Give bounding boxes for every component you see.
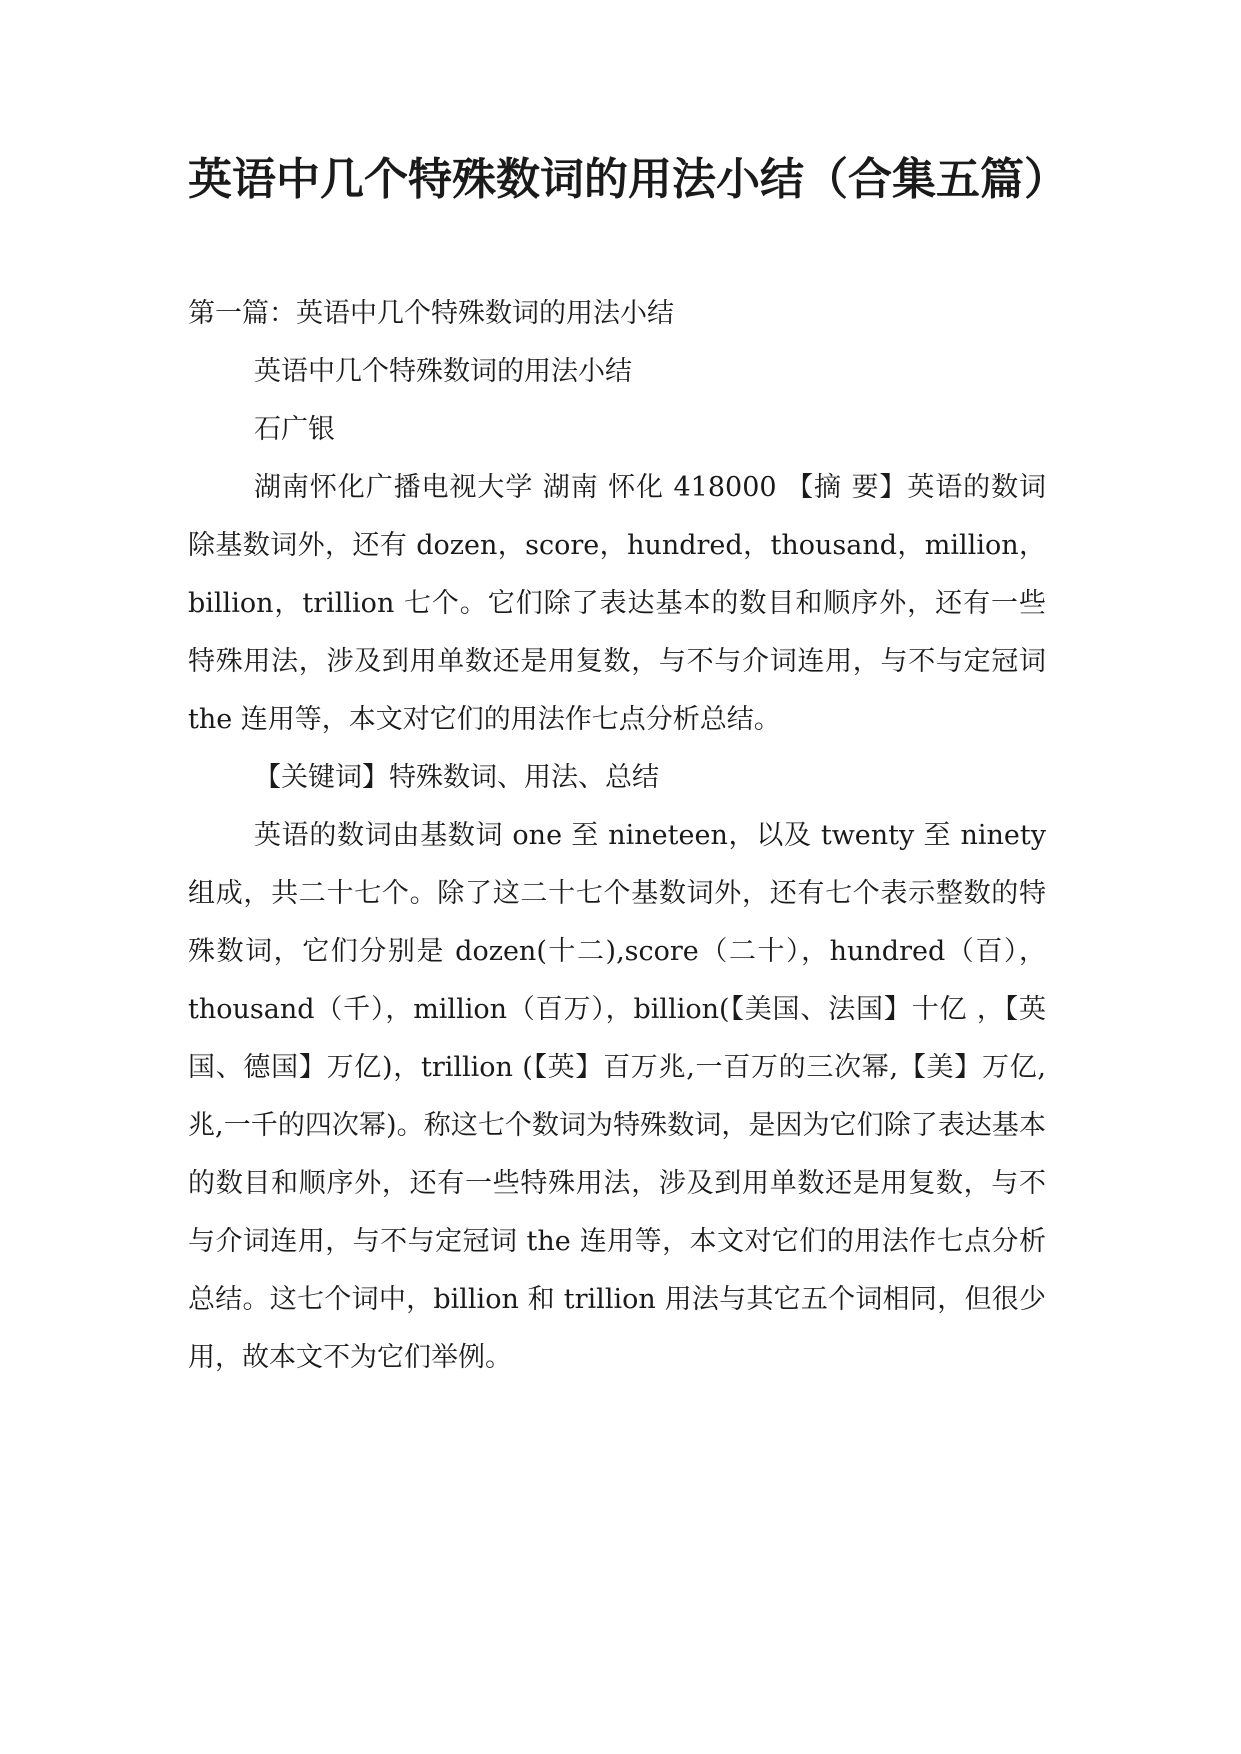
keywords-line: 【关键词】特殊数词、用法、总结 <box>254 762 659 793</box>
document-title: 英语中几个特殊数词的用法小结（合集五篇） <box>188 154 1068 205</box>
article-title: 英语中几个特殊数词的用法小结 <box>254 356 632 387</box>
body-paragraph: 英语的数词由基数词 one 至 nineteen，以及 twenty 至 ninety 组成，共二十七个。除了这二十七个基数词外，还有七个表示整数的特殊数词，它们分别是 dozen(十二),score（二十），hundred（百），thousand（千），million（百万），billion(【美国、法国】十亿 ，【英国、德国】万亿)，trillion (【英】百万兆,一百万的三次幂,【美】万亿,兆,一千的四次幂)。称这七个数词为特殊数词，是因为它们除了表达基本的数目和顺序外，还有一些特殊用法，涉及到用单数还是用复数，与不与介词连用，与不与定冠词 the 连用等，本文对它们的用法作七点分析总结。这七个词中，billion 和 trillion 用法与其它五个词相同，但很少用，故本文不为它们举例。 <box>188 820 1046 1373</box>
section-heading: 第一篇：英语中几个特殊数词的用法小结 <box>188 298 674 329</box>
document-body <box>188 285 1046 1387</box>
author-name: 石广银 <box>254 414 335 445</box>
affiliation-abstract-paragraph: 湖南怀化广播电视大学 湖南 怀化 418000 【摘 要】英语的数词除基数词外，还有 dozen，score，hundred，thousand，million，billion，trillion 七个。它们除了表达基本的数目和顺序外，还有一些特殊用法，涉及到用单数还是用复数，与不与介词连用，与不与定冠词 the 连用等，本文对它们的用法作七点分析总结。 <box>188 472 1046 735</box>
